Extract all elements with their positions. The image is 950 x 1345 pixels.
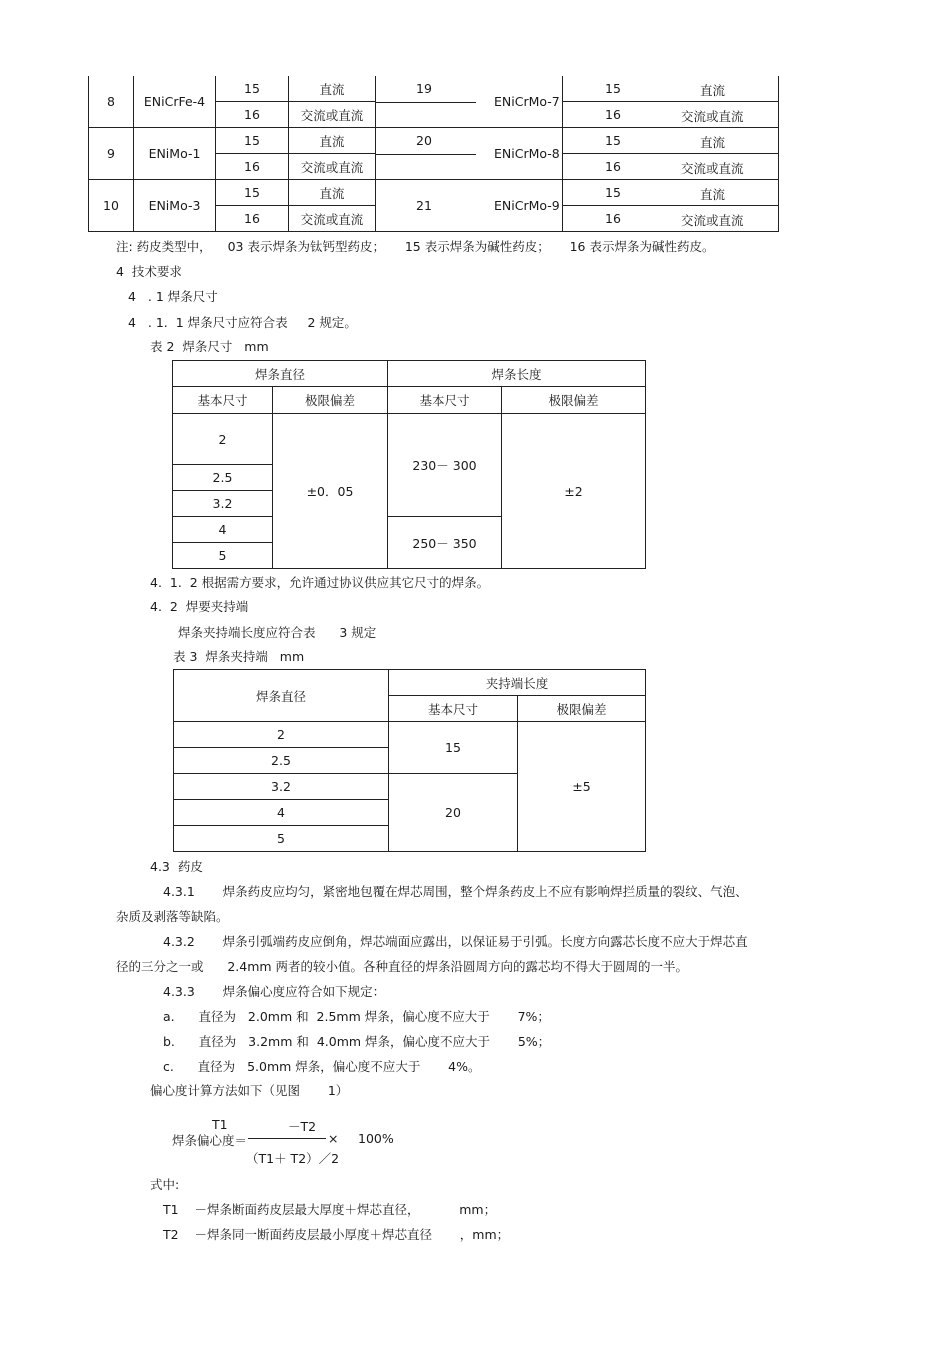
current-type-cell-2: 交流或直流 bbox=[681, 161, 744, 176]
row-number-2-text: 20 bbox=[416, 133, 432, 148]
current-type-cell: 直流 bbox=[289, 128, 376, 154]
right-group bbox=[563, 102, 779, 128]
coating-type-cell: 15 bbox=[216, 180, 289, 206]
section-heading: 4. 2 焊要夹持端 bbox=[150, 599, 249, 614]
right-group bbox=[563, 206, 779, 232]
length-cell: 230－ 300 bbox=[388, 414, 502, 517]
current-type-cell: 直流 bbox=[289, 180, 376, 206]
section-heading: 4 . 1 焊条尺寸 bbox=[128, 289, 218, 304]
current-type-cell: 交流或直流 bbox=[289, 154, 376, 180]
model-2-text: ENiCrMo-8 bbox=[494, 146, 560, 161]
denominator: （T1＋ T2）／2 bbox=[246, 1151, 340, 1166]
row-number-2-text: 21 bbox=[416, 198, 432, 213]
diameter-cell: 3.2 bbox=[173, 491, 273, 517]
coating-type-cell-2: 16 bbox=[605, 107, 621, 122]
coating-type-cell: 16 bbox=[216, 206, 289, 232]
numerator-t1: T1 bbox=[212, 1117, 228, 1132]
current-type-cell-2: 直流 bbox=[700, 187, 726, 202]
row-number-2 bbox=[376, 128, 563, 180]
paragraph: 4.3.3 焊条偏心度应符合如下规定： bbox=[163, 984, 386, 999]
numerator-t2: －T2 bbox=[288, 1119, 317, 1134]
diameter-cell: 4 bbox=[173, 517, 273, 543]
paragraph: 偏心度计算方法如下（见图 1） bbox=[150, 1083, 349, 1098]
current-type-cell: 交流或直流 bbox=[289, 102, 376, 128]
list-item: b. 直径为 3.2mm 和 4.0mm 焊条，偏心度不应大于 5%； bbox=[163, 1034, 551, 1049]
length-cell: 250－ 350 bbox=[388, 517, 502, 569]
diameter-tolerance-cell: ±0．05 bbox=[273, 414, 388, 569]
model-2-text: ENiCrMo-7 bbox=[494, 94, 560, 109]
coating-type-cell-2: 16 bbox=[605, 159, 621, 174]
coating-type-cell: 15 bbox=[216, 76, 289, 102]
paragraph: 式中: bbox=[150, 1177, 180, 1192]
current-type-cell: 交流或直流 bbox=[289, 206, 376, 232]
paragraph: 4 . 1. 1 焊条尺寸应符合表 2 规定。 bbox=[128, 315, 357, 330]
header-cell: 焊条直径 bbox=[173, 361, 388, 387]
holding-end-table bbox=[173, 669, 646, 852]
coating-type-cell: 15 bbox=[216, 128, 289, 154]
coating-type-cell-2: 15 bbox=[605, 81, 621, 96]
tolerance-cell: ±5 bbox=[518, 722, 646, 852]
divider bbox=[376, 102, 476, 103]
header-cell: 基本尺寸 bbox=[389, 696, 518, 722]
table-caption: 表 3 焊条夹持端 mm bbox=[173, 649, 305, 664]
paragraph: 杂质及剥落等缺陷。 bbox=[116, 909, 229, 924]
right-group bbox=[563, 76, 779, 102]
list-item: a. 直径为 2.0mm 和 2.5mm 焊条，偏心度不应大于 7%； bbox=[163, 1009, 550, 1024]
right-group bbox=[563, 128, 779, 154]
times-sign: × bbox=[328, 1131, 339, 1146]
divider bbox=[376, 154, 476, 155]
paragraph: 4.3.2 焊条引弧端药皮应倒角，焊芯端面应露出，以保证易于引弧。长度方向露芯长度不应大于焊芯直 bbox=[163, 934, 748, 949]
section-heading: 4.3 药皮 bbox=[150, 859, 203, 874]
list-item: c. 直径为 5.0mm 焊条，偏心度不应大于 4%。 bbox=[163, 1059, 481, 1074]
row-number: 9 bbox=[89, 128, 134, 180]
header-cell: 焊条直径 bbox=[174, 670, 389, 722]
definition-t2: T2 －焊条同一断面药皮层最小厚度＋焊芯直径 ，mm； bbox=[163, 1227, 510, 1242]
current-type-cell-2: 交流或直流 bbox=[681, 109, 744, 124]
percent-value: 100% bbox=[358, 1131, 394, 1146]
model-cell: ENiCrFe-4 bbox=[134, 76, 216, 128]
diameter-cell: 2.5 bbox=[173, 465, 273, 491]
coating-type-cell-2: 16 bbox=[605, 211, 621, 226]
length-cell: 20 bbox=[389, 774, 518, 852]
row-number-2 bbox=[376, 76, 563, 128]
diameter-cell: 4 bbox=[174, 800, 389, 826]
coating-type-cell: 16 bbox=[216, 102, 289, 128]
current-type-cell-2: 交流或直流 bbox=[681, 213, 744, 228]
fraction-bar bbox=[248, 1138, 326, 1139]
coating-type-cell-2: 15 bbox=[605, 133, 621, 148]
table-caption: 表 2 焊条尺寸 mm bbox=[150, 339, 269, 354]
row-number: 8 bbox=[89, 76, 134, 128]
right-group bbox=[563, 154, 779, 180]
current-type-cell-2: 直流 bbox=[700, 83, 726, 98]
diameter-cell: 5 bbox=[173, 543, 273, 569]
coating-type-cell-2: 15 bbox=[605, 185, 621, 200]
header-cell: 基本尺寸 bbox=[388, 387, 502, 414]
current-type-cell-2: 直流 bbox=[700, 135, 726, 150]
header-cell: 焊条长度 bbox=[388, 361, 646, 387]
electrode-size-table bbox=[172, 360, 646, 569]
row-number-2-text: 19 bbox=[416, 81, 432, 96]
formula-lhs: 焊条偏心度＝ bbox=[172, 1133, 248, 1148]
header-cell: 极限偏差 bbox=[273, 387, 388, 414]
electrode-type-table bbox=[88, 76, 779, 232]
paragraph: 4.3.1 焊条药皮应均匀，紧密地包覆在焊芯周围，整个焊条药皮上不应有影响焊拦质量的裂纹、气泡、 bbox=[163, 884, 748, 899]
paragraph: 径的三分之一或 2.4mm 两者的较小值。各种直径的焊条沿圆周方向的露芯均不得大于圆周的一半。 bbox=[116, 959, 689, 974]
current-type-cell: 直流 bbox=[289, 76, 376, 102]
model-cell: ENiMo-1 bbox=[134, 128, 216, 180]
paragraph: 4. 1. 2 根据需方要求，允许通过协议供应其它尺寸的焊条。 bbox=[150, 575, 490, 590]
row-number-2 bbox=[376, 180, 563, 232]
coating-note: 注: 药皮类型中， 03 表示焊条为钛钙型药皮； 15 表示焊条为碱性药皮； 16 表示焊条为碱性药皮。 bbox=[116, 239, 715, 254]
model-2-text: ENiCrMo-9 bbox=[494, 198, 560, 213]
coating-type-cell: 16 bbox=[216, 154, 289, 180]
model-cell: ENiMo-3 bbox=[134, 180, 216, 232]
length-tolerance-cell: ±2 bbox=[502, 414, 646, 569]
diameter-cell: 3.2 bbox=[174, 774, 389, 800]
length-cell: 15 bbox=[389, 722, 518, 774]
header-cell: 极限偏差 bbox=[502, 387, 646, 414]
right-group bbox=[563, 180, 779, 206]
diameter-cell: 2.5 bbox=[174, 748, 389, 774]
header-cell: 基本尺寸 bbox=[173, 387, 273, 414]
diameter-cell: 5 bbox=[174, 826, 389, 852]
definition-t1: T1 －焊条断面药皮层最大厚度＋焊芯直径， mm； bbox=[163, 1202, 497, 1217]
header-cell: 夹持端长度 bbox=[389, 670, 646, 696]
diameter-cell: 2 bbox=[174, 722, 389, 748]
diameter-cell: 2 bbox=[173, 414, 273, 465]
section-heading: 4 技术要求 bbox=[116, 264, 182, 279]
row-number: 10 bbox=[89, 180, 134, 232]
paragraph: 焊条夹持端长度应符合表 3 规定 bbox=[178, 625, 377, 640]
header-cell: 极限偏差 bbox=[518, 696, 646, 722]
